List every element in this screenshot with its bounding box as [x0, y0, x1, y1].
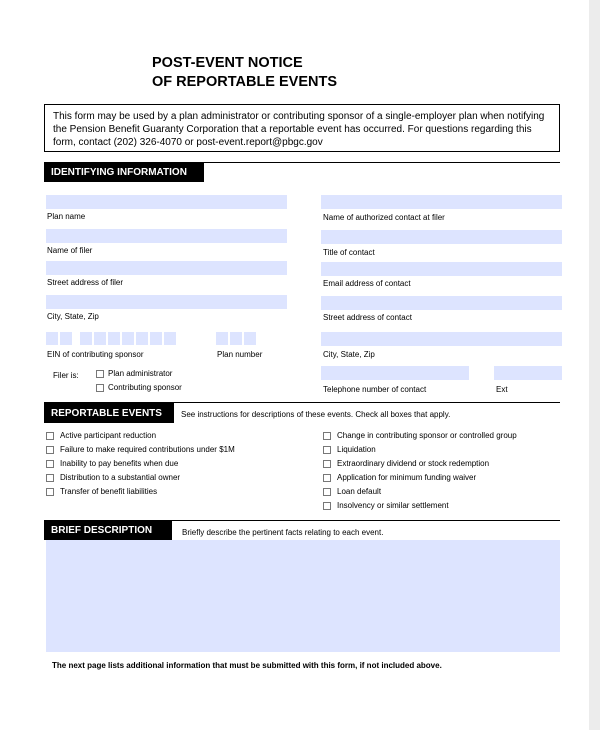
event-right-label: Application for minimum funding waiver — [337, 473, 477, 482]
filer-name-label: Name of filer — [47, 246, 93, 255]
filer-plan-administrator-label: Plan administrator — [108, 369, 173, 378]
contact-street-field[interactable] — [321, 296, 562, 310]
event-insolvency-checkbox[interactable] — [323, 502, 331, 510]
contact-email-field[interactable] — [321, 262, 562, 276]
filer-name-field[interactable] — [46, 229, 287, 243]
telephone-label: Telephone number of contact — [323, 385, 427, 394]
filer-plan-administrator-checkbox[interactable] — [96, 370, 104, 378]
footer-note: The next page lists additional information that must be submitted with this form, if not included above. — [52, 661, 442, 670]
event-distribution-substantial-owner-checkbox[interactable] — [46, 474, 54, 482]
event-extraordinary-dividend-checkbox[interactable] — [323, 460, 331, 468]
event-funding-waiver-checkbox[interactable] — [323, 474, 331, 482]
reportable-events-heading: REPORTABLE EVENTS — [44, 403, 174, 423]
brief-description-textarea[interactable] — [46, 540, 560, 652]
event-right-label: Extraordinary dividend or stock redemption — [337, 459, 490, 468]
notice-line-2: the Pension Benefit Guaranty Corporation that a reportable event has occurred. For questions regarding this — [53, 124, 532, 135]
identifying-information-heading: IDENTIFYING INFORMATION — [44, 162, 204, 182]
filer-street-label: Street address of filer — [47, 278, 124, 287]
event-transfer-liabilities-checkbox[interactable] — [46, 488, 54, 496]
event-loan-default-checkbox[interactable] — [323, 488, 331, 496]
event-right-label: Liquidation — [337, 445, 376, 454]
contact-name-label: Name of authorized contact at filer — [323, 213, 445, 222]
filer-is-label: Filer is: — [53, 371, 79, 380]
event-change-sponsor-checkbox[interactable] — [323, 432, 331, 440]
plan-name-label: Plan name — [47, 212, 86, 221]
contact-title-field[interactable] — [321, 230, 562, 244]
identifying-top-rule — [44, 162, 560, 163]
contact-street-label: Street address of contact — [323, 313, 412, 322]
event-liquidation-checkbox[interactable] — [323, 446, 331, 454]
event-left-label: Inability to pay benefits when due — [60, 459, 179, 468]
contact-city-field[interactable] — [321, 332, 562, 346]
extension-field[interactable] — [494, 366, 562, 380]
event-right-label: Loan default — [337, 487, 382, 496]
event-left-label: Transfer of benefit liabilities — [60, 487, 158, 496]
notice-line-1: This form may be used by a plan administrator or contributing sponsor of a single-employer plan when notifying — [53, 111, 545, 122]
contact-title-label: Title of contact — [323, 248, 375, 257]
filer-street-field[interactable] — [46, 261, 287, 275]
event-right-label: Insolvency or similar settlement — [337, 501, 449, 510]
form-title-line-2: OF REPORTABLE EVENTS — [152, 74, 338, 90]
contact-city-label: City, State, Zip — [323, 350, 375, 359]
telephone-field[interactable] — [321, 366, 469, 380]
filer-city-label: City, State, Zip — [47, 312, 99, 321]
event-right-label: Change in contributing sponsor or controlled group — [337, 431, 517, 440]
brief-description-heading: BRIEF DESCRIPTION — [44, 520, 172, 540]
notice-line-3: form, contact (202) 326-4070 or post-event.report@pbgc.gov — [53, 137, 323, 148]
form-title-line-1: POST-EVENT NOTICE — [152, 55, 303, 71]
event-failure-contributions-checkbox[interactable] — [46, 446, 54, 454]
filer-contributing-sponsor-checkbox[interactable] — [96, 384, 104, 392]
filer-city-field[interactable] — [46, 295, 287, 309]
event-left-label: Distribution to a substantial owner — [60, 473, 181, 482]
event-active-participant-reduction-checkbox[interactable] — [46, 432, 54, 440]
extension-label: Ext — [496, 385, 508, 394]
instructions-notice — [44, 104, 560, 152]
plan-number-label: Plan number — [217, 350, 263, 359]
event-inability-to-pay-checkbox[interactable] — [46, 460, 54, 468]
filer-contributing-sponsor-label: Contributing sponsor — [108, 383, 182, 392]
event-left-label: Active participant reduction — [60, 431, 157, 440]
event-left-label: Failure to make required contributions under $1M — [60, 445, 235, 454]
contact-email-label: Email address of contact — [323, 279, 411, 288]
contact-name-field[interactable] — [321, 195, 562, 209]
plan-name-field[interactable] — [46, 195, 287, 209]
brief-description-note: Briefly describe the pertinent facts relating to each event. — [182, 528, 384, 537]
reportable-events-note: See instructions for descriptions of these events. Check all boxes that apply. — [181, 410, 451, 419]
ein-label: EIN of contributing sponsor — [47, 350, 144, 359]
